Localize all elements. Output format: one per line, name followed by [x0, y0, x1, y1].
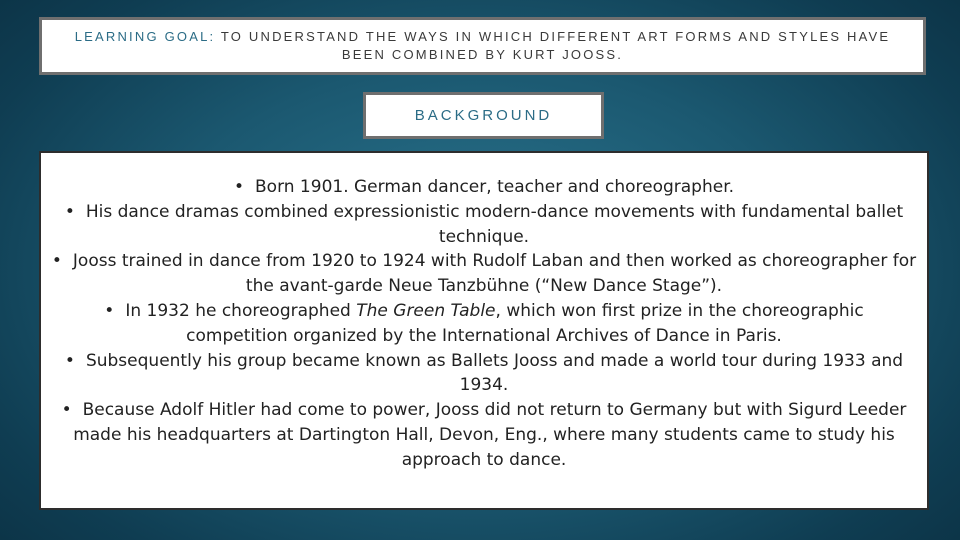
bullet-item-dartington: [51, 398, 917, 472]
learning-goal-statement: TO UNDERSTAND THE WAYS IN WHICH DIFFERENT ART FORMS AND STYLES HAVE BEEN COMBINED BY KURT JOOSS.: [215, 29, 891, 62]
bullet-item-training: [51, 249, 917, 299]
bullet-dot: •: [61, 400, 72, 421]
learning-goal-label: LEARNING GOAL:: [74, 29, 216, 44]
bullet-text: Born 1901. German dancer, teacher and choreographer.: [255, 177, 735, 197]
background-content-box: [39, 151, 929, 510]
bullet-text-after: , which won first prize in the choreographic competition organized by the International Archives of Dance in Paris.: [186, 300, 864, 346]
bullet-dot: •: [104, 300, 115, 321]
bullet-item-born: [51, 175, 917, 200]
bullet-item-ballets-jooss: [51, 349, 917, 399]
background-heading: BACKGROUND: [414, 107, 553, 124]
learning-goal-text: [62, 28, 903, 64]
bullet-dot: •: [64, 201, 75, 222]
bullet-text: Because Adolf Hitler had come to power, Jooss did not return to Germany but with Sigurd Leeder made his headquarters at Dartington Hall, Devon, Eng., where many students came to study his approach to dance.: [73, 400, 907, 470]
bullet-dot: •: [51, 251, 62, 272]
work-title-green-table: The Green Table: [356, 300, 496, 321]
bullet-text: His dance dramas combined expressionistic modern-dance movements with fundamental ballet technique.: [85, 201, 904, 247]
bullet-item-green-table: [51, 299, 917, 349]
bullet-dot: •: [233, 177, 244, 197]
learning-goal-box: [39, 17, 926, 75]
bullet-text: Subsequently his group became known as Ballets Jooss and made a world tour during 1933 and 1934.: [85, 350, 904, 396]
bullet-text-before: In 1932 he choreographed: [125, 300, 357, 321]
background-bullet-list: [51, 175, 917, 473]
background-heading-box: [363, 92, 604, 139]
bullet-text: Jooss trained in dance from 1920 to 1924 with Rudolf Laban and then worked as choreographer for the avant-garde Neue Tanzbühne (“New Dance Stage”).: [72, 251, 917, 297]
bullet-dot: •: [64, 350, 75, 371]
bullet-item-dance-dramas: [51, 200, 917, 250]
